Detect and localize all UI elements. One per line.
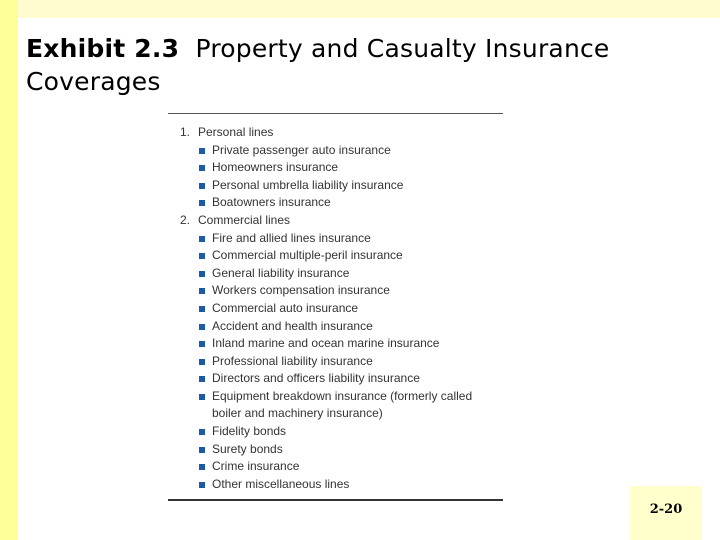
list-item	[168, 370, 503, 388]
list-item-text: Workers compensation insurance	[212, 283, 390, 298]
coverage-list	[168, 113, 503, 501]
list-item-text: Directors and officers liability insurance	[212, 371, 420, 386]
list-item-text: Commercial multiple-peril insurance	[212, 248, 403, 263]
list-item	[168, 458, 503, 476]
slide-title	[26, 32, 696, 98]
page-number: 2-20	[649, 502, 683, 517]
square-bullet-icon	[199, 148, 205, 154]
square-bullet-icon	[199, 482, 205, 488]
square-bullet-icon	[199, 253, 205, 259]
list-item	[168, 335, 503, 353]
list-item-text: Homeowners insurance	[212, 160, 339, 175]
list-item-text: Surety bonds	[212, 441, 283, 456]
list-item	[168, 230, 503, 248]
list-item	[168, 194, 503, 212]
list-item-text: Personal umbrella liability insurance	[212, 177, 404, 192]
list-item	[168, 441, 503, 459]
section-number: 1.	[180, 125, 191, 139]
list-item	[168, 159, 503, 177]
square-bullet-icon	[199, 271, 205, 277]
list-item	[168, 353, 503, 371]
section-label: Commercial lines	[198, 212, 291, 227]
square-bullet-icon	[199, 183, 205, 189]
list-item-text: Crime insurance	[212, 459, 300, 474]
page-number-box	[630, 486, 702, 540]
list-item-text: Fire and allied lines insurance	[212, 230, 371, 245]
list-item	[168, 142, 503, 160]
title-text: Property and Casualty Insurance Coverages	[26, 34, 610, 96]
square-bullet-icon	[199, 165, 205, 171]
square-bullet-icon	[199, 376, 205, 382]
list-item-text-continued: boiler and machinery insurance)	[212, 406, 383, 421]
slide-content	[18, 18, 720, 540]
list-item	[168, 388, 503, 423]
list-item	[168, 318, 503, 336]
list-item-text: Equipment breakdown insurance (formerly called	[212, 388, 473, 403]
list-item-text: Accident and health insurance	[212, 318, 373, 333]
list-item	[168, 282, 503, 300]
list-item-text: Professional liability insurance	[212, 353, 373, 368]
square-bullet-icon	[199, 306, 205, 312]
square-bullet-icon	[199, 359, 205, 365]
list-item	[168, 476, 503, 494]
exhibit-label: Exhibit 2.3	[26, 34, 180, 63]
list-item	[168, 423, 503, 441]
section-commercial-lines	[168, 212, 503, 230]
list-item	[168, 300, 503, 318]
square-bullet-icon	[199, 200, 205, 206]
list-item-text: Boatowners insurance	[212, 195, 331, 210]
list-item	[168, 265, 503, 283]
section-personal-lines	[168, 124, 503, 142]
square-bullet-icon	[199, 341, 205, 347]
list-item-text: Fidelity bonds	[212, 423, 287, 438]
list-item	[168, 247, 503, 265]
list-item-text: General liability insurance	[212, 265, 350, 280]
square-bullet-icon	[199, 288, 205, 294]
list-item-text: Commercial auto insurance	[212, 300, 359, 315]
square-bullet-icon	[199, 464, 205, 470]
section-number: 2.	[180, 212, 191, 227]
square-bullet-icon	[199, 394, 205, 400]
left-stripe	[0, 0, 18, 540]
square-bullet-icon	[199, 324, 205, 330]
square-bullet-icon	[199, 429, 205, 435]
list-item-text: Other miscellaneous lines	[212, 476, 350, 491]
list-item	[168, 177, 503, 195]
list-item-text: Private passenger auto insurance	[212, 142, 391, 157]
list-item-text: Inland marine and ocean marine insurance	[212, 336, 440, 351]
square-bullet-icon	[199, 236, 205, 242]
section-label: Personal lines	[198, 125, 274, 139]
square-bullet-icon	[199, 447, 205, 453]
top-band	[0, 0, 720, 18]
